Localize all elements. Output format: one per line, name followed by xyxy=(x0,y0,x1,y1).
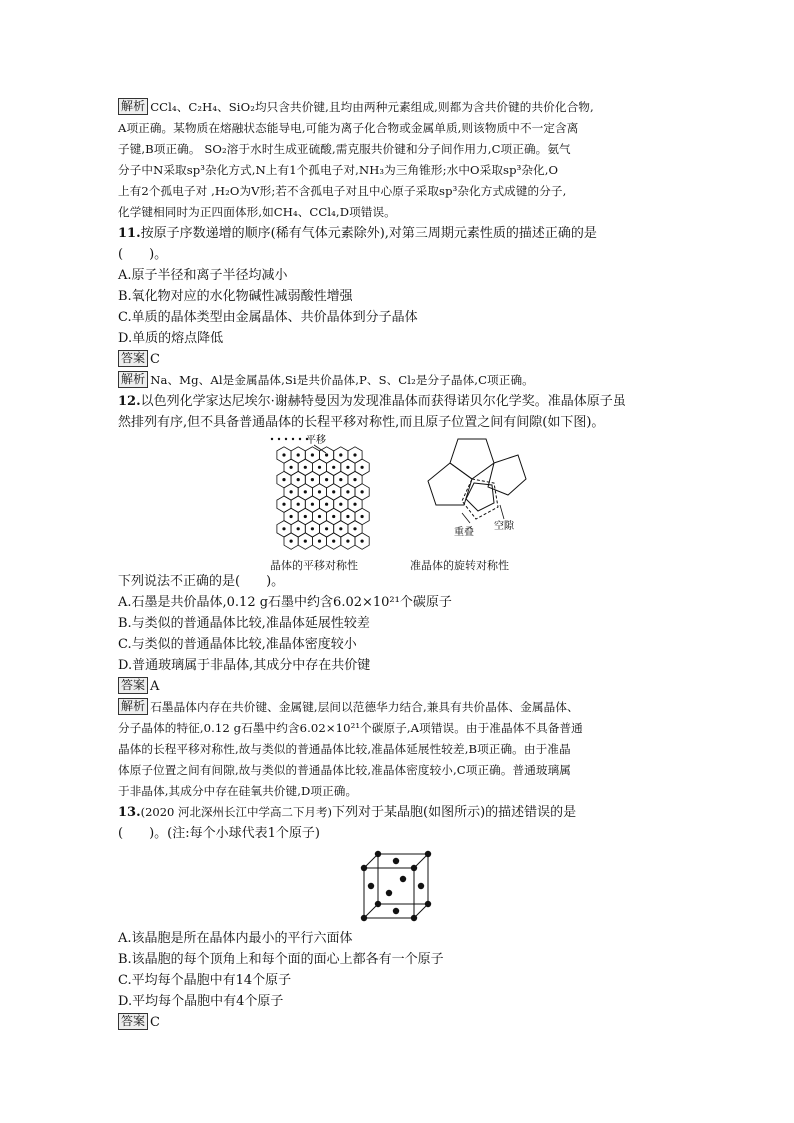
option-d: D.普通玻璃属于非晶体,其成分中存在共价键 xyxy=(118,658,371,673)
lattice-atom xyxy=(304,466,307,469)
lattice-atom xyxy=(282,527,285,530)
unit-cell-atom xyxy=(418,883,424,889)
lattice-atom xyxy=(339,527,342,530)
overlap-label: 重叠 xyxy=(454,527,474,538)
lattice-atom xyxy=(290,490,293,493)
lattice-atom xyxy=(361,540,364,543)
q10-explanation xyxy=(118,97,678,223)
explain-line: 子键,B项正确。 SO₂溶于水时生成亚硫酸,需克服共价键和分子间作用力,C项正确。氨气 xyxy=(118,142,571,156)
explain-tag: 解析 xyxy=(118,371,148,388)
lattice-atom xyxy=(304,490,307,493)
option-c: C.单质的晶体类型由金属晶体、共价晶体到分子晶体 xyxy=(118,310,418,325)
lattice-atom xyxy=(339,453,342,456)
lattice-atom xyxy=(332,466,335,469)
lattice-atom xyxy=(282,453,285,456)
explain-line: 化学键相同时为正四面体形,如CH₄、CCl₄,D项错误。 xyxy=(118,205,396,219)
lattice-atom xyxy=(339,478,342,481)
lattice-atom xyxy=(297,453,300,456)
document-page xyxy=(118,97,678,1033)
unit-cell-atom xyxy=(411,915,417,921)
lattice-atom xyxy=(282,503,285,506)
lattice-atom xyxy=(346,466,349,469)
explain-tag: 解析 xyxy=(118,98,148,115)
option-a: A.原子半径和离子半径均减小 xyxy=(118,268,288,283)
lattice-atom xyxy=(346,540,349,543)
lattice-atom xyxy=(353,503,356,506)
lattice-atom xyxy=(282,478,285,481)
option-b: B.与类似的普通晶体比较,准晶体延展性较差 xyxy=(118,616,370,631)
explain-line: A项正确。某物质在熔融状态能导电,可能为离子化合物或金属单质,则该物质中不一定含离 xyxy=(118,121,579,135)
explain-line: 解析 石墨晶体内存在共价键、金属键,层间以范德华力结合,兼具有共价晶体、金属晶体、 xyxy=(118,697,678,718)
unit-cell-figure xyxy=(118,844,678,928)
pentagon-shape xyxy=(450,439,494,479)
lattice-atom xyxy=(311,503,314,506)
unit-cell-atom xyxy=(361,865,367,871)
unit-cell-atom xyxy=(393,908,399,914)
option-b: B.该晶胞的每个顶角上和每个面的面心上都各有一个原子 xyxy=(118,952,444,967)
unit-cell-atom xyxy=(393,858,399,864)
option-c: C.平均每个晶胞中有14个原子 xyxy=(118,973,292,988)
answer-line: 答案 C xyxy=(118,349,678,370)
question-13 xyxy=(118,802,678,1033)
answer-tag: 答案 xyxy=(118,350,148,367)
lattice-atom xyxy=(353,478,356,481)
answer-line: 答案 A xyxy=(118,676,678,697)
lattice-atom xyxy=(292,438,294,440)
question-stem-line: 然排列有序,但不具备普通晶体的长程平移对称性,而且原子位置之间有间隙(如下图)。 xyxy=(118,415,605,430)
option-a: A.石墨是共价晶体,0.12 g石墨中约含6.02×10²¹个碳原子 xyxy=(118,595,452,610)
lattice-atom xyxy=(297,478,300,481)
explain-tag: 解析 xyxy=(118,698,148,715)
option-b: B.氧化物对应的水化物碱性减弱酸性增强 xyxy=(118,289,353,304)
pentagon-shape xyxy=(462,479,498,519)
unit-cell-atom xyxy=(375,851,381,857)
option-a: A.该晶胞是所在晶体内最小的平行六面体 xyxy=(118,931,353,946)
explain-line: 解析 Na、Mg、Al是金属晶体,Si是共价晶体,P、S、Cl₂是分子晶体,C项正确。 xyxy=(118,370,678,391)
explain-line: 分子中N采取sp³杂化方式,N上有1个孤电子对,NH₃为三角锥形;水中O采取sp³杂化,O xyxy=(118,163,559,177)
lattice-atom xyxy=(325,527,328,530)
lattice-atom xyxy=(285,438,287,440)
pentagon-shape xyxy=(428,463,472,505)
question-12 xyxy=(118,391,678,802)
question-number: 11. xyxy=(118,226,141,241)
question-stem: 11.按原子序数递增的顺序(稀有气体元素除外),对第三周期元素性质的描述正确的是 xyxy=(118,226,597,241)
explain-line: 解析 CCl₄、C₂H₄、SiO₂均只含共价键,且均由两种元素组成,则都为含共价键的共价化合物, xyxy=(118,97,678,118)
lattice-atom xyxy=(361,490,364,493)
lattice-atom xyxy=(353,527,356,530)
lattice-atom xyxy=(346,490,349,493)
lattice-atom xyxy=(290,540,293,543)
right-caption: 准晶体的旋转对称性 xyxy=(410,559,509,572)
lattice-atom xyxy=(318,466,321,469)
unit-cell-atom xyxy=(368,883,374,889)
lattice-atom xyxy=(325,453,328,456)
answer-paren: ( )。(注:每个小球代表1个原子) xyxy=(118,826,320,841)
left-caption: 晶体的平移对称性 xyxy=(270,559,358,572)
question-stem: 13.(2020 河北深州长江中学高二下月考)下列对于某晶胞(如图所示)的描述错误的是 xyxy=(118,805,577,820)
unit-cell-atom xyxy=(425,901,431,907)
unit-cell-atom xyxy=(400,876,406,882)
unit-cell-atom xyxy=(425,851,431,857)
unit-cell-atom xyxy=(386,890,392,896)
answer-paren: ( )。 xyxy=(118,247,168,262)
gap-label: 空隙 xyxy=(494,521,514,532)
lattice-atom xyxy=(290,466,293,469)
explain-line: 晶体的长程平移对称性,故与类似的普通晶体比较,准晶体延展性较差,B项正确。由于准晶 xyxy=(118,742,571,756)
option-d: D.单质的熔点降低 xyxy=(118,331,224,346)
lattice-atom xyxy=(304,540,307,543)
question-stem: 12.以色列化学家达尼埃尔·谢赫特曼因为发现准晶体而获得诺贝尔化学奖。准晶体原子虽 xyxy=(118,394,626,409)
explain-line: 于非晶体,其成分中存在硅氧共价键,D项正确。 xyxy=(118,784,358,798)
explain-line: 体原子位置之间有间隙,故与类似的普通晶体比较,准晶体密度较小,C项正确。普通玻璃属 xyxy=(118,763,571,777)
explain-line: 上有2个孤电子对 ,H₂O为V形;若不含孤电子对且中心原子采取sp³杂化方式成键的分子, xyxy=(118,184,567,198)
lattice-atom xyxy=(339,503,342,506)
unit-cell-atom xyxy=(375,901,381,907)
answer-line: 答案 C xyxy=(118,1012,678,1033)
lattice-atom xyxy=(325,503,328,506)
crystal-lattice-diagram xyxy=(268,433,392,553)
lattice-atom xyxy=(297,527,300,530)
lattice-atom xyxy=(346,515,349,518)
lattice-atom xyxy=(353,453,356,456)
option-d: D.平均每个晶胞中有4个原子 xyxy=(118,994,284,1009)
question-11 xyxy=(118,223,678,391)
lattice-atom xyxy=(332,515,335,518)
question-prompt: 下列说法不正确的是( )。 xyxy=(118,574,285,589)
explain-line: 分子晶体的特征,0.12 g石墨中约含6.02×10²¹个碳原子,A项错误。由于准晶体不具备普通 xyxy=(118,721,583,735)
lattice-atom xyxy=(297,503,300,506)
shift-label: 平移 xyxy=(306,435,326,446)
lattice-atom xyxy=(311,527,314,530)
lattice-atom xyxy=(318,515,321,518)
lattice-atom xyxy=(271,438,273,440)
lattice-atom xyxy=(332,490,335,493)
lattice-atom xyxy=(361,515,364,518)
lattice-atom xyxy=(299,438,301,440)
lattice-atom xyxy=(304,515,307,518)
answer-tag: 答案 xyxy=(118,677,148,694)
lattice-atom xyxy=(278,438,280,440)
option-c: C.与类似的普通晶体比较,准晶体密度较小 xyxy=(118,637,357,652)
question-source: (2020 河北深州长江中学高二下月考) xyxy=(140,805,333,819)
crystal-figure xyxy=(118,433,678,571)
lattice-atom xyxy=(318,490,321,493)
unit-cell-atom xyxy=(411,865,417,871)
question-number: 13. xyxy=(118,805,141,820)
lattice-atom xyxy=(311,478,314,481)
lattice-atom xyxy=(318,540,321,543)
lattice-atom xyxy=(325,478,328,481)
lattice-atom xyxy=(361,466,364,469)
unit-cell-atom xyxy=(361,915,367,921)
lattice-atom xyxy=(332,540,335,543)
answer-tag: 答案 xyxy=(118,1013,148,1030)
quasicrystal-diagram xyxy=(414,433,544,553)
lattice-atom xyxy=(290,515,293,518)
unit-cell-diagram xyxy=(356,848,436,924)
lattice-atom xyxy=(311,453,314,456)
question-number: 12. xyxy=(118,394,141,409)
